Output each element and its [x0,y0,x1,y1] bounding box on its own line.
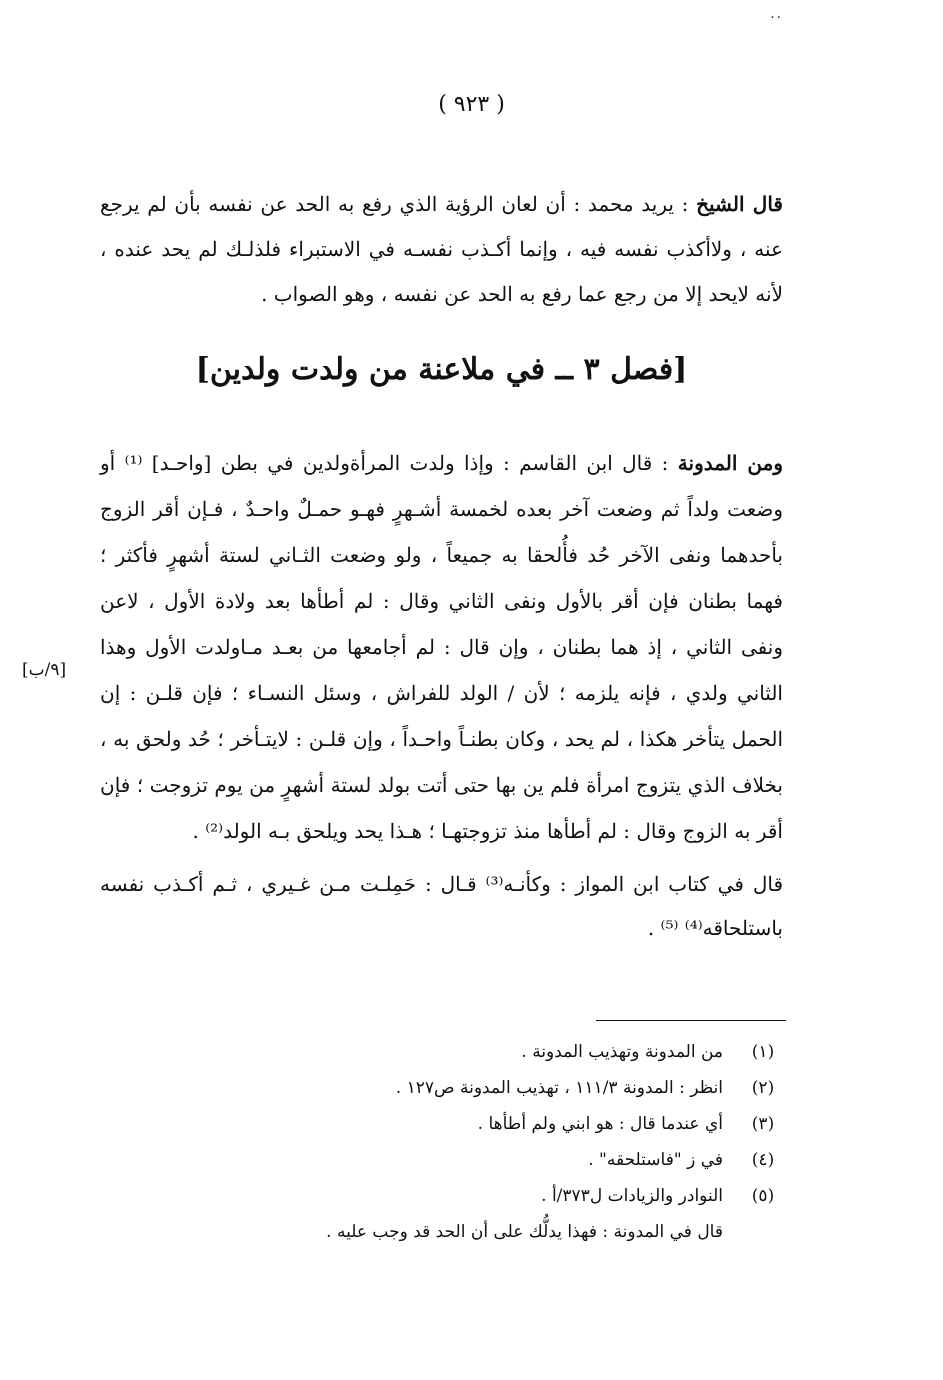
paragraph-sheikh [100,182,783,317]
page-number: ( ٩٢٣ ) [438,92,505,117]
footnote-item [140,1182,783,1218]
corner-mark: .. [770,6,783,22]
footnote-item [140,1146,783,1182]
paragraph-ibn-mawwaz [100,862,783,950]
paragraph-text: قال في كتاب ابن المواز : وكأنـه⁽³⁾ قـال : حَمِلـت مـن غـيري ، ثـم أكـذب نفسه باستلحاقه⁽⁴⁾ ⁽⁵⁾ . [100,872,784,940]
footnote-continuation-text: قال في المدونة : فهذا يدلُّك على أن الحد قد وجب عليه . [326,1222,723,1242]
footnote-text: النوادر والزيادات ل٣٧٣/أ . [541,1186,723,1206]
footnotes [140,1038,783,1254]
footnote-item [140,1074,783,1110]
paragraph-mudawwana [100,440,783,854]
footnote-item [140,1038,783,1074]
paragraph-lead: قال الشيخ [696,192,783,216]
footnote-number: (٢) [751,1078,775,1098]
section-heading: [فصل ٣ ــ في ملاعنة من ولدت ولدين] [195,352,688,387]
footnote-text: انظر : المدونة ١١١/٣ ، تهذيب المدونة ص١٢٧ . [395,1078,723,1098]
footnote-number: (٣) [751,1114,775,1134]
footnote-text: أي عندما قال : هو ابني ولم أطأها . [477,1114,723,1134]
paragraph-lead: ومن المدونة [677,451,784,475]
footnote-item [140,1110,783,1146]
paragraph-text: : يريد محمد : أن لعان الرؤية الذي رفع به الحد عن نفسه بأن لم يرجع عنه ، ولاأكذب نفسه فيه ، وإنما أكـذب نفسـه في الاستبراء فلذلـك لم يحد عنده ، لأنه لايحد إلا من رجع عما رفع به الحد عن نفسه ، وهو الصواب . [100,192,783,306]
footnote-number: (٥) [751,1186,775,1206]
footnote-divider [596,1020,786,1021]
footnote-text: من المدونة وتهذيب المدونة . [521,1042,723,1062]
footnote-number: (١) [751,1042,775,1062]
margin-folio-reference: [٩/ب] [22,660,67,680]
paragraph-text: : قال ابن القاسم : وإذا ولدت المرأةولدين في بطن [واحـد] ⁽¹⁾ أو وضعت ولداً ثم وضعت آخر بعده لخمسة أشـهرٍ فهـو حمـلٌ واحـدٌ ، فـإن أقر الزوج بأحدهما ونفى الآخر حُد فأُلحقا به جميعاً ، ولو وضعت الثـاني لستة أشهرٍ فأكثر ؛ فهما بطنان فإن أقر بالأول ونفى الثاني وقال : لم أطأها بعد ولادة الأول ، لاعن ونفى الثاني ، إذ هما بطنان ، وإن قال : لم أجامعها من بعـد مـاولدت الأول وهذا الثاني ولدي ، فإنه يلزمه ؛ لأن / الولد للفراش ، وسئل النسـاء ؛ فإن قلـن : إن الحمل يتأخر هكذا ، لم يحد ، وكان بطنـاً واحـداً ، وإن قلـن : لايتـأخر ؛ حُد ولحق به ، بخلاف الذي يتزوج امرأة فلم ين بها حتى أتت بولد لستة أشهرٍ من يوم تزوجت ؛ فإن أقر به الزوج وقال : لم أطأها منذ تزوجتهـا ؛ هـذا يحد ويلحق بـه الولد⁽²⁾ . [100,451,783,843]
footnote-continuation [140,1218,783,1254]
footnote-text: في ز "فاستلحقه" . [588,1150,723,1170]
footnote-number: (٤) [751,1150,775,1170]
